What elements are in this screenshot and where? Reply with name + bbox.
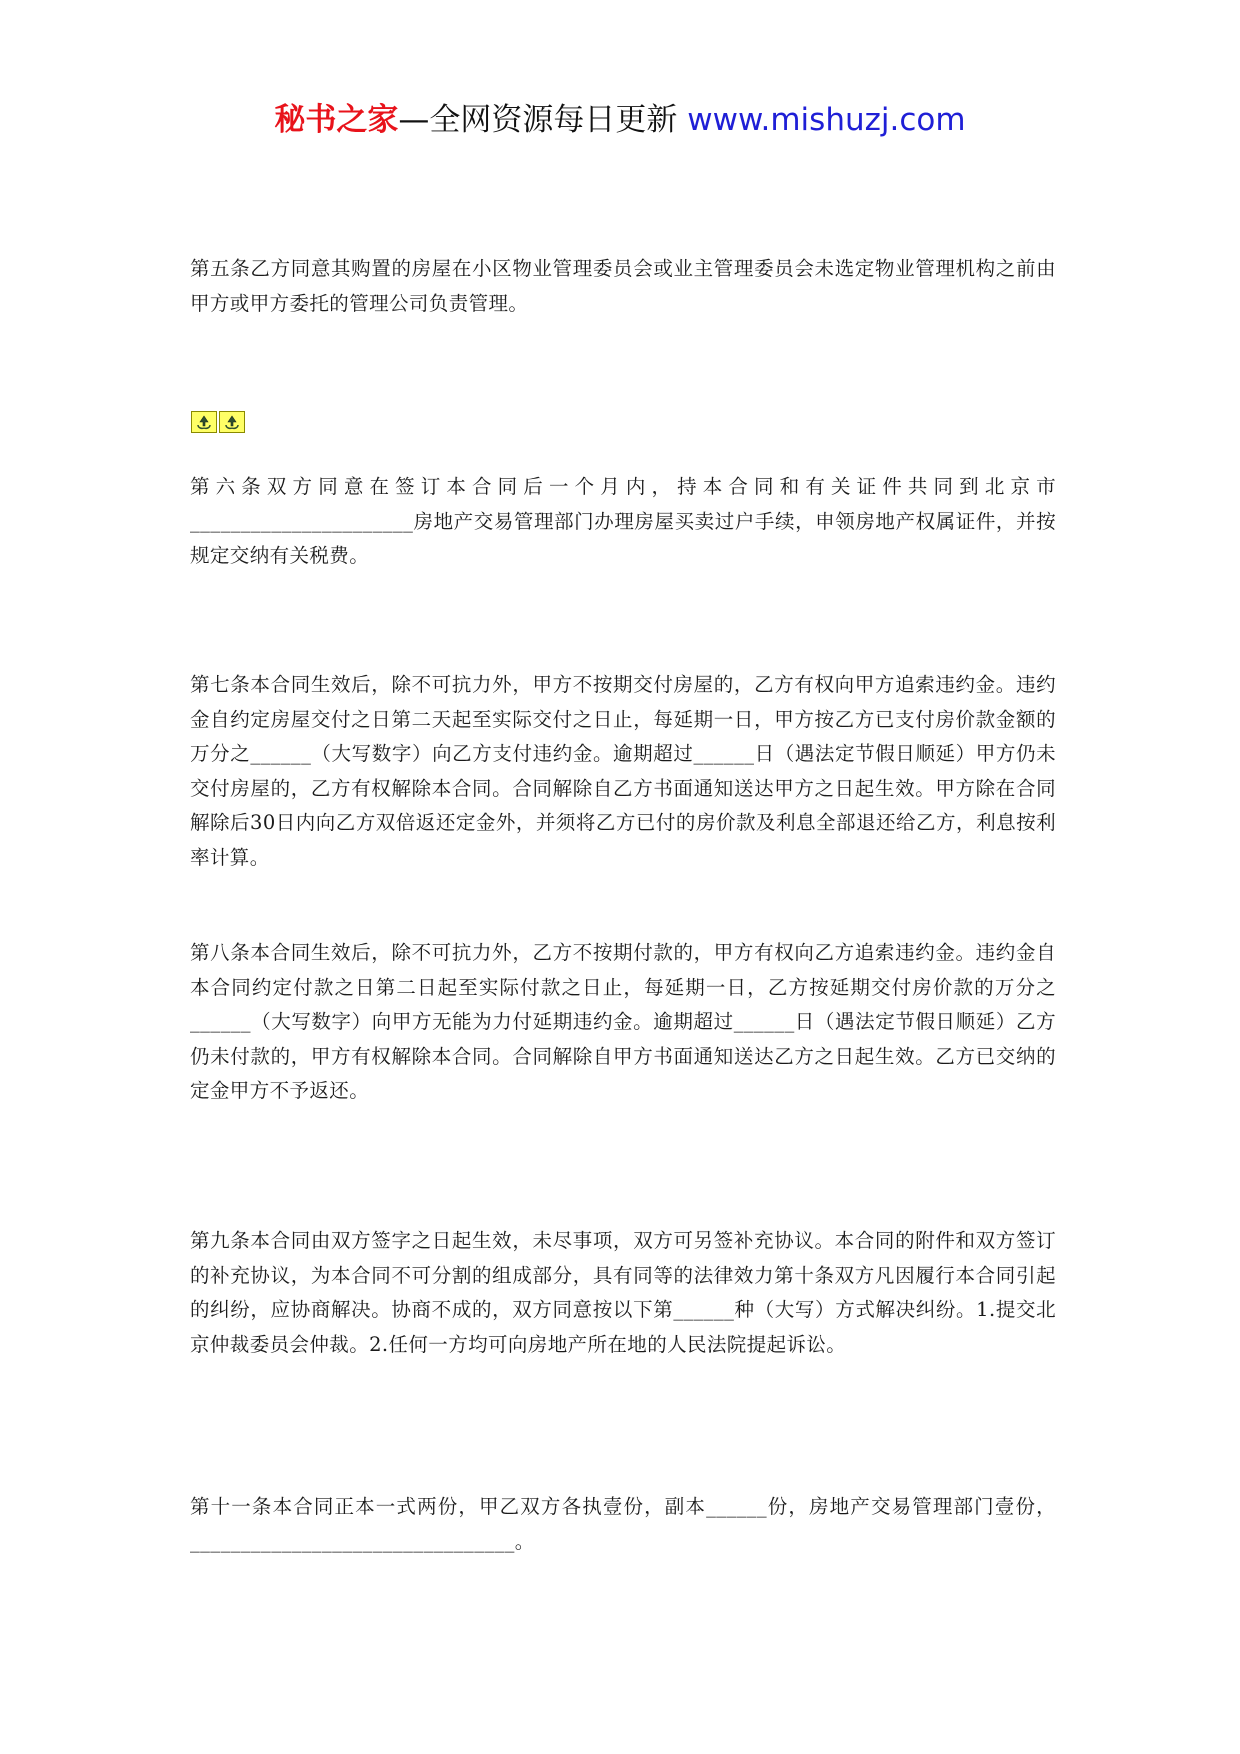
clause-9: 第九条本合同由双方签字之日起生效，未尽事项，双方可另签补充协议。本合同的附件和双方签订的补充协议，为本合同不可分割的组成部分，具有同等的法律效力第十条双方凡因履行本合同引起的纠纷，应协商解决。协商不成的，双方同意按以下第______种（大写）方式解决纠纷。1.提交北京仲裁委员会仲裁。2.任何一方均可向房地产所在地的人民法院提起诉讼。 — [190, 1229, 1056, 1356]
clause-8: 第八条本合同生效后，除不可抗力外，乙方不按期付款的，甲方有权向乙方追索违约金。违约金自本合同约定付款之日第二日起至实际付款之日止，每延期一日，乙方按延期交付房价款的万分之______（大写数字）向甲方无能为力付延期违约金。逾期超过______日（遇法定节假日顺延）乙方仍未付款的，甲方有权解除本合同。合同解除自甲方书面通知送达乙方之日起生效。乙方已交纳的定金甲方不予返还。 — [190, 941, 1056, 1102]
clause-6: 第六条双方同意在签订本合同后一个月内，持本合同和有关证件共同到北京市______________________房地产交易管理部门办理房屋买卖过户手续，申领房地产权属证件，并按规定交纳有关税费。 — [190, 475, 1056, 567]
site-header — [0, 100, 1240, 140]
clause-11: 第十一条本合同正本一式两份，甲乙双方各执壹份，副本______份，房地产交易管理部门壹份，________________________________。 — [190, 1495, 1056, 1553]
site-brand: 秘书之家 — [274, 102, 399, 138]
clause-5: 第五条乙方同意其购置的房屋在小区物业管理委员会或业主管理委员会未选定物业管理机构之前由甲方或甲方委托的管理公司负责管理。 — [190, 257, 1056, 315]
site-url-link[interactable]: www.mishuzj.com — [687, 102, 966, 138]
decorative-icons — [191, 411, 245, 433]
site-tagline: —全网资源每日更新 — [398, 102, 678, 138]
recycle-icon — [219, 411, 245, 433]
clause-7: 第七条本合同生效后，除不可抗力外，甲方不按期交付房屋的，乙方有权向甲方追索违约金。违约金自约定房屋交付之日第二天起至实际交付之日止，每延期一日，甲方按乙方已支付房价款金额的万分之______（大写数字）向乙方支付违约金。逾期超过______日（遇法定节假日顺延）甲方仍未交付房屋的，乙方有权解除本合同。合同解除自乙方书面通知送达甲方之日起生效。甲方除在合同解除后30日内向乙方双倍返还定金外，并须将乙方已付的房价款及利息全部退还给乙方，利息按利率计算。 — [190, 673, 1056, 869]
recycle-icon — [191, 411, 217, 433]
